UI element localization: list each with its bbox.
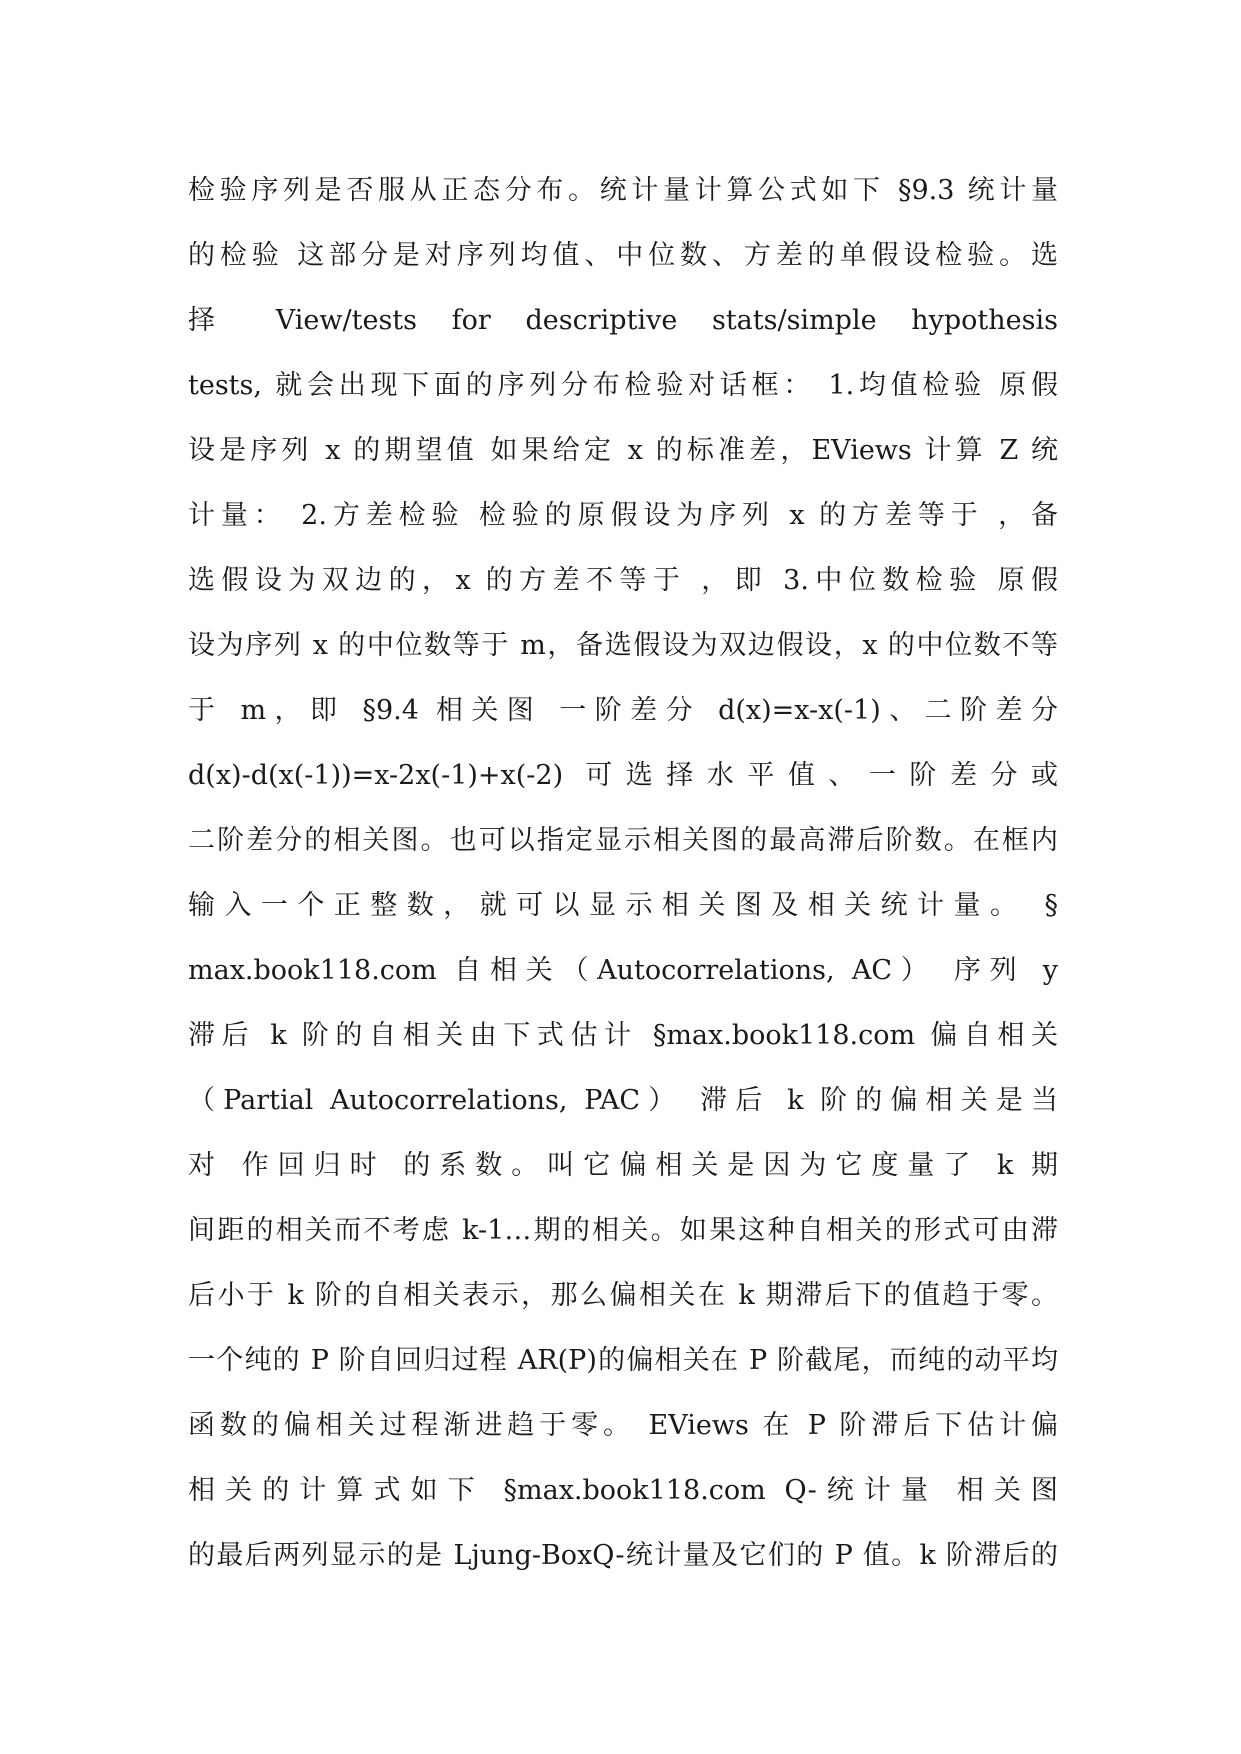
text-line: 计量： 2.方差检验 检验的原假设为序列 x 的方差等于 ，备 — [188, 500, 1058, 531]
body-text — [188, 158, 1058, 1588]
text-line: 设是序列 x 的期望值 如果给定 x 的标准差，EViews 计算 Z 统 — [188, 435, 1058, 466]
text-line: 后小于 k 阶的自相关表示，那么偏相关在 k 期滞后下的值趋于零。 — [188, 1280, 1058, 1311]
text-line: 检验序列是否服从正态分布。统计量计算公式如下 §9.3 统计量 — [188, 175, 1058, 206]
text-line: max.book118.com 自相关（Autocorrelations, AC） 序列 y — [188, 955, 1058, 986]
text-line: 的检验 这部分是对序列均值、中位数、方差的单假设检验。选 — [188, 240, 1058, 271]
text-line: 函数的偏相关过程渐进趋于零。 EViews 在 P 阶滞后下估计偏 — [188, 1410, 1058, 1441]
text-line: 设为序列 x 的中位数等于 m，备选假设为双边假设，x 的中位数不等 — [188, 630, 1058, 661]
text-line: 择 View/tests for descriptive stats/simple hypothesis — [188, 305, 1058, 336]
text-line: 于 m，即 §9.4 相关图 一阶差分 d(x)=x-x(-1)、二阶差分 — [188, 695, 1058, 726]
text-line: d(x)-d(x(-1))=x-2x(-1)+x(-2) 可选择水平值、一阶差分或 — [188, 760, 1058, 791]
text-line: 输入一个正整数，就可以显示相关图及相关统计量。 § — [188, 890, 1058, 921]
text-line: tests, 就会出现下面的序列分布检验对话框： 1.均值检验 原假 — [188, 370, 1058, 401]
text-line: 间距的相关而不考虑 k-1…期的相关。如果这种自相关的形式可由滞 — [188, 1215, 1058, 1246]
text-line: （Partial Autocorrelations, PAC） 滞后 k 阶的偏相关是当 — [188, 1085, 1058, 1116]
text-line: 滞后 k 阶的自相关由下式估计 §max.book118.com 偏自相关 — [188, 1020, 1058, 1051]
text-line: 相关的计算式如下 §max.book118.com Q-统计量 相关图 — [188, 1475, 1058, 1506]
text-line: 一个纯的 P 阶自回归过程 AR(P)的偏相关在 P 阶截尾，而纯的动平均 — [188, 1345, 1058, 1376]
text-line: 二阶差分的相关图。也可以指定显示相关图的最高滞后阶数。在框内 — [188, 825, 1058, 856]
text-line: 对 作回归时 的系数。叫它偏相关是因为它度量了 k 期 — [188, 1150, 1058, 1181]
text-line: 的最后两列显示的是 Ljung-BoxQ-统计量及它们的 P 值。k 阶滞后的 — [188, 1540, 1058, 1571]
text-line: 选假设为双边的，x 的方差不等于 ，即 3.中位数检验 原假 — [188, 565, 1058, 596]
